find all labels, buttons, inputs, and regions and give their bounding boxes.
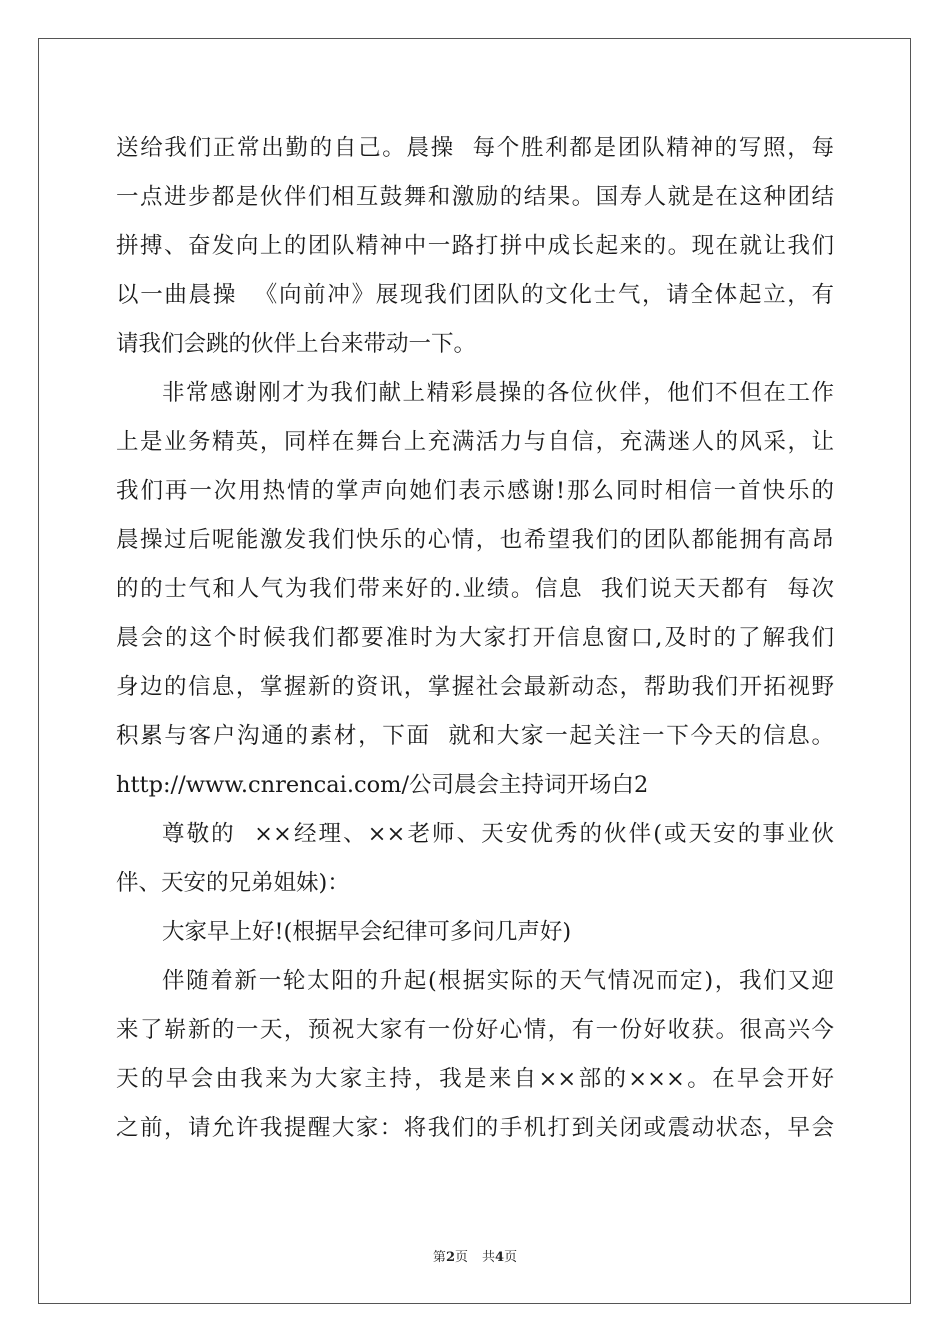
text-line: 大家早上好!(根据早会纪律可多问几声好)	[162, 919, 572, 945]
text-line: http://www.cnrencai.com/公司晨会主持词开场白2	[116, 772, 649, 798]
text-line: 晨操过后呢能激发我们快乐的心情，也希望我们的团队都能拥有高昂	[116, 527, 834, 553]
text-line: 非常感谢刚才为我们献上精彩晨操的各位伙伴，他们不但在工作	[162, 380, 834, 406]
text-line: 天的早会由我来为大家主持，我是来自××部的×××。在早会开好	[116, 1066, 834, 1092]
text-line: 身边的信息，掌握新的资讯，掌握社会最新动态，帮助我们开拓视野	[116, 674, 834, 700]
total-prefix: 共	[482, 1250, 496, 1265]
text-line: 一点进步都是伙伴们相互鼓舞和激励的结果。国寿人就是在这种团结	[116, 184, 834, 210]
text-line: 的的士气和人气为我们带来好的.业绩。信息 我们说天天都有 每次	[116, 576, 834, 602]
total-suffix: 页	[504, 1250, 518, 1265]
page-prefix: 第	[432, 1250, 446, 1265]
text-line: 送给我们正常出勤的自己。晨操 每个胜利都是团队精神的写照，每	[116, 135, 834, 161]
text-line: 来了崭新的一天，预祝大家有一份好心情，有一份好收获。很高兴今	[116, 1017, 834, 1043]
text-line: 积累与客户沟通的素材，下面 就和大家一起关注一下今天的信息。	[116, 723, 834, 749]
text-line: 尊敬的 ××经理、××老师、天安优秀的伙伴(或天安的事业伙	[162, 821, 834, 847]
text-line: 以一曲晨操 《向前冲》展现我们团队的文化士气，请全体起立，有	[116, 282, 834, 308]
page-number: 2	[445, 1250, 455, 1265]
page-suffix: 页	[454, 1250, 468, 1265]
text-line: 伴、天安的兄弟姐妹)：	[116, 870, 350, 896]
text-line: 拼搏、奋发向上的团队精神中一路打拼中成长起来的。现在就让我们	[116, 233, 834, 259]
total-pages: 4	[495, 1250, 505, 1265]
page-footer	[0, 1246, 950, 1265]
text-line: 上是业务精英，同样在舞台上充满活力与自信，充满迷人的风采，让	[116, 429, 834, 455]
text-line: 我们再一次用热情的掌声向她们表示感谢!那么同时相信一首快乐的	[116, 478, 834, 504]
text-line: 之前，请允许我提醒大家：将我们的手机打到关闭或震动状态，早会	[116, 1115, 834, 1141]
text-line: 请我们会跳的伙伴上台来带动一下。	[116, 331, 477, 357]
document-body	[116, 124, 834, 1153]
text-line: 伴随着新一轮太阳的升起(根据实际的天气情况而定)，我们又迎	[162, 968, 834, 994]
text-line: 晨会的这个时候我们都要准时为大家打开信息窗口,及时的了解我们	[116, 625, 834, 651]
